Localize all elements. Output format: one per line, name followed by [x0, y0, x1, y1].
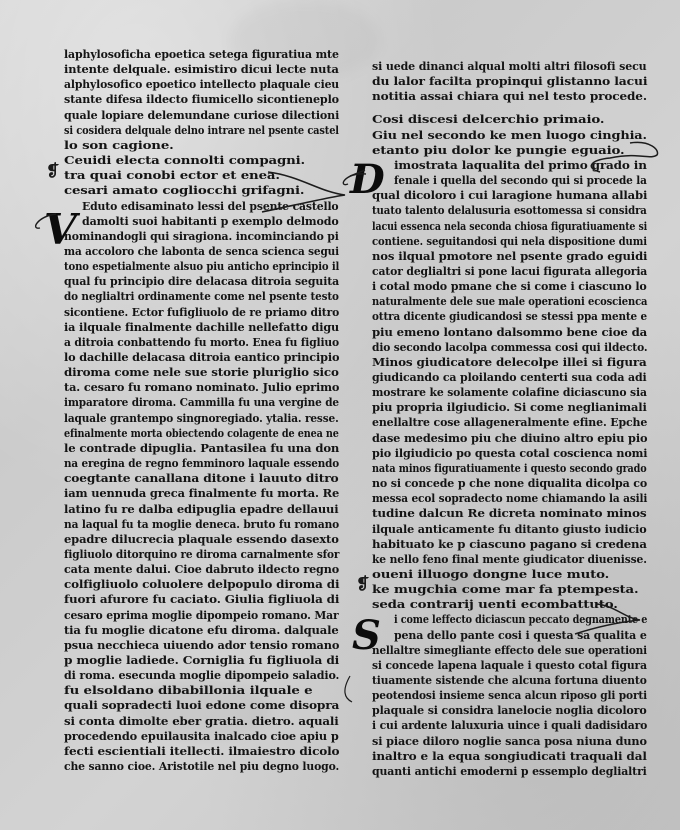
- text-line: procedendo epuilausita inalcado cioe apiu p: [64, 728, 339, 743]
- text-line: laquale grantempo singnoregiado. ytalia. resse.: [64, 410, 339, 425]
- text-line: ia ilquale finalmente dachille nellefatto digu: [64, 319, 340, 334]
- text-line: si piace diloro noglie sanca posa niuna duno: [372, 733, 647, 748]
- text-line: cator deglialtri si pone lacui figurata allegoria: [372, 263, 648, 278]
- text-line: fuori afurore fu caciato. Giulia figliuola di: [64, 592, 340, 607]
- text-line: ilquale anticamente fu ditanto giusto iudicio: [372, 521, 647, 536]
- text-line: qual fu principio dire delacasa ditroia seguita: [64, 274, 340, 289]
- text-line: dio secondo lacolpa commessa cosi qui ildecto.: [372, 339, 648, 354]
- text-line: lacui essenca nela seconda chiosa figuratiuamente si: [372, 218, 648, 233]
- text-line: Minos giudicatore delecolpe illei si figura: [372, 354, 647, 369]
- text-line: si concede lapena laquale i questo cotal figura: [372, 657, 647, 672]
- text-line: diroma come nele sue storie pluriglio sico: [64, 365, 339, 380]
- text-line: ta. cesaro fu romano nominato. Julio eprimo: [64, 380, 340, 395]
- text-line: i come leffecto diciascun peccato degnamente e: [394, 612, 648, 627]
- text-line: plaquale si considra lanelocie noglia dicoloro: [372, 703, 647, 718]
- decorated-initial-s: S: [352, 612, 381, 659]
- text-line: ke mugchia come mar fa ptempesta.: [372, 582, 639, 597]
- text-line: quale lopiare delemundane curiose dilectioni: [64, 107, 340, 122]
- text-line: cata mente dalui. Cioe dabruto ildecto regno: [64, 562, 340, 577]
- text-line: epadre dilucrecia plaquale essendo dasexto: [64, 531, 339, 546]
- text-line: fu elsoldano dibabillonia ilquale e: [64, 683, 313, 698]
- decorated-initial-v: V: [44, 205, 77, 254]
- text-line: di roma. esecunda moglie dipompeio saladio.: [64, 668, 340, 683]
- text-line: ma accoloro che labonta de senca scienca segui: [64, 243, 339, 258]
- text-line: i cotal modo pmane che si come i ciascuno lo: [372, 279, 647, 294]
- text-line: na eregina de regno femminoro laquale essendo: [64, 456, 340, 471]
- paragraph-mark-icon: ❡: [46, 161, 60, 180]
- text-line: a ditroia conbattendo fu morto. Enea fu figliuo: [64, 334, 340, 349]
- paragraph-mark-icon: ❡: [356, 574, 370, 593]
- text-line: intente delquale. esimistiro dicui lecte nuta: [64, 62, 339, 77]
- text-line: notitia assai chiara qui nel testo procede.: [372, 89, 647, 104]
- text-line: ke nello feno final mente giudicator diuenisse.: [372, 551, 647, 566]
- text-line: lo son cagione.: [64, 137, 174, 152]
- text-line: tono espetialmente alsuo piu anticho eprincipio il: [64, 259, 340, 274]
- text-line: du lalor facilta propinqui glistanno lacui: [372, 74, 648, 89]
- text-line: pena dello pante cosi i questa sa qualita e: [394, 627, 647, 642]
- text-line: na laqual fu ta moglie deneca. bruto fu romano: [64, 516, 340, 531]
- text-line: coegtante canallana ditone i lauuto ditro: [64, 471, 339, 486]
- text-line: tiuamente sistende che alcuna fortuna diuento: [372, 673, 647, 687]
- text-line: colfigliuolo coluolere delpopulo diroma di: [64, 577, 340, 592]
- text-line: che sanno cioe. Aristotile nel piu degno luogo.: [64, 759, 340, 774]
- text-line: cesaro eprima moglie dipompeio romano. Mar: [64, 607, 339, 622]
- text-line: enellaltre cose allageneralmente efine. Epche: [372, 415, 648, 430]
- text-line: Eduto edisaminato lessi del psente castello: [82, 198, 339, 213]
- text-line: oueni illuogo dongne luce muto.: [372, 566, 610, 581]
- text-line: giudicando ca ploilando centerti sua coda adi: [372, 370, 647, 384]
- text-line: etanto piu dolor ke pungie eguaio.: [372, 142, 625, 157]
- text-line: laphylosoficha epoetica setega figuratiua mte: [64, 47, 339, 61]
- text-line: le contrade dipuglia. Pantasilea fu una don: [64, 440, 340, 455]
- text-line: Giu nel secondo ke men luogo cinghia.: [372, 127, 647, 142]
- text-line: tra quai conobi ector et enea.: [64, 168, 280, 183]
- text-line: inaltro e la equa songiudicati traquali dal: [372, 748, 647, 763]
- text-line: latino fu re dalba edipuglia epadre dellauui: [64, 501, 339, 516]
- text-line: nata minos figuratiuamente i questo secondo grado: [372, 460, 647, 475]
- text-line: si conta dimolte eber gratia. dietro. aquali: [64, 713, 339, 728]
- text-line: nellaltre simegliante effecto dele sue operationi: [372, 642, 647, 657]
- text-line: tia fu moglie dicatone efu diroma. dalquale: [64, 622, 339, 637]
- text-line: efinalmente morta obiectendo colagente de enea ne: [64, 425, 339, 440]
- text-line: lo dachille delacasa ditroia eantico principio: [64, 350, 340, 364]
- text-line: nominandogli qui siragiona. incominciando pi: [64, 228, 339, 243]
- text-line: habituato ke p ciascuno pagano si credena: [372, 536, 647, 551]
- text-line: p moglie ladiede. Corniglia fu figliuola di: [64, 653, 340, 667]
- text-line: sicontiene. Ector fufigliuolo de re priamo ditro: [64, 304, 340, 319]
- text-line: imparatore diroma. Cammilla fu una vergine de: [64, 395, 339, 410]
- text-line: do neglialtri ordinamente come nel psente testo: [64, 289, 339, 304]
- text-line: imostrata laqualita del primo grado in: [394, 157, 647, 172]
- text-line: damolti suoi habitanti p exemplo delmodo: [82, 213, 339, 228]
- text-line: figliuolo ditorquino re diroma carnalmente sfor: [64, 546, 340, 561]
- text-line: piu emeno lontano dalsommo bene cioe da: [372, 324, 648, 339]
- text-line: iam uennuda greca finalmente fu morta. Re: [64, 486, 340, 501]
- text-line: pio ilgiudicio po questa cotal coscienca nomi: [372, 445, 648, 460]
- decorated-initial-d: D: [350, 156, 385, 203]
- text-line: mostrare ke solamente colafine diciascuno sia: [372, 385, 647, 400]
- text-line: naturalmente dele sue male operationi ecoscienca: [372, 294, 648, 309]
- text-line: fecti escientiali itellecti. ilmaiestro dicolo: [64, 743, 340, 758]
- text-line: piu propria ilgiudicio. Si come neglianimali: [372, 400, 647, 415]
- text-line: si cosidera delquale delno intrare nel psente castel: [64, 122, 339, 137]
- text-line: quali sopradecti luoi edone come disopra: [64, 698, 340, 713]
- text-line: stante difesa ildecto fiumicello sicontieneplo: [64, 92, 339, 107]
- text-line: seda contrarij uenti ecombattuto.: [372, 597, 618, 612]
- text-line: contiene. seguitandosi qui nela dispositione dumi: [372, 233, 647, 248]
- text-line: si uede dinanci alqual molti altri filosofi secu: [372, 59, 647, 73]
- text-line: dase medesimo piu che diuino altro epiu pio: [372, 430, 648, 445]
- text-line: nos ilqual pmotore nel psente grado eguidi: [372, 248, 648, 263]
- text-line: Cosi discesi delcerchio primaio.: [372, 112, 605, 127]
- text-line: peotendosi insieme senca alcun riposo gli porti: [372, 688, 648, 703]
- text-line: alphylosofico epoetico intellecto plaquale cieu: [64, 77, 340, 92]
- text-line: cesari amato cogliocchi grifagni.: [64, 183, 305, 198]
- text-line: ottra dicente giudicandosi se stessi ppa mente e: [372, 309, 647, 324]
- text-line: i cui ardente laluxuria uince i quali dadisidaro: [372, 718, 648, 733]
- text-line: messa ecol sopradecto nome chiamando la asili: [372, 491, 648, 506]
- text-line: tuato talento delalusuria esottomessa si considra: [372, 203, 647, 218]
- text-line: quanti antichi emoderni p essemplo deglialtri: [372, 763, 647, 778]
- text-line: Ceuidi electa connolti compagni.: [64, 153, 305, 168]
- text-line: qual dicoloro i cui laragione humana allabi: [372, 188, 648, 203]
- text-line: no si concede p che none diqualita dicolpa co: [372, 476, 648, 491]
- text-line: tudine dalcun Re dicreta nominato minos: [372, 506, 647, 521]
- text-line: fenale i quella del secondo qui si procede la: [394, 173, 647, 188]
- text-line: psua necchieca uiuendo ador tensio romano: [64, 637, 340, 652]
